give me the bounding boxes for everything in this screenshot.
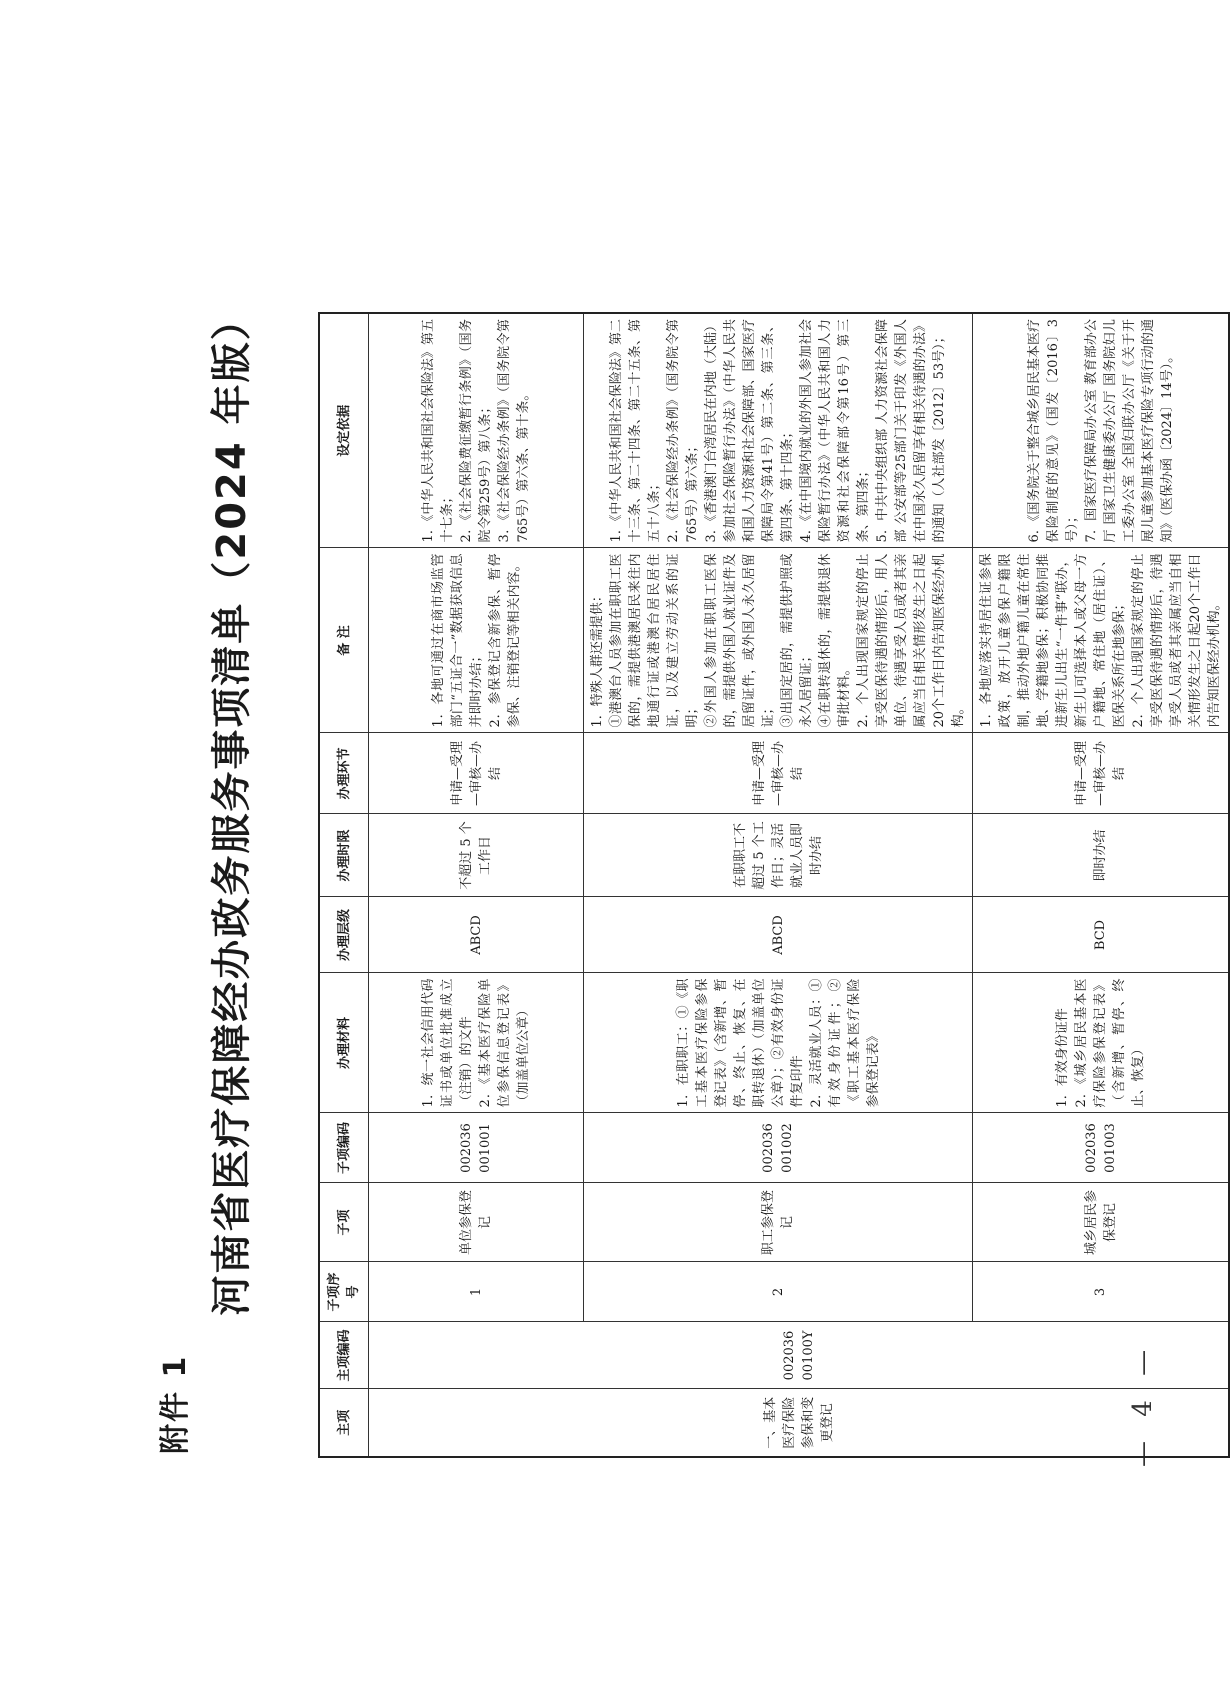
sub-seq-cell: 3 bbox=[973, 1262, 1230, 1322]
level-cell: BCD bbox=[973, 897, 1230, 973]
table-row bbox=[584, 313, 973, 1457]
header-main-item: 主项 bbox=[319, 1389, 369, 1457]
main-item-cell: 一、基本医疗保险参保和变更登记 bbox=[369, 1389, 1230, 1457]
steps-cell: 申请—受理—审核—办结 bbox=[369, 733, 584, 814]
level-cell: ABCD bbox=[369, 897, 584, 973]
sub-item-cell: 城乡居民参保登记 bbox=[973, 1183, 1230, 1262]
header-sub-seq: 子项序号 bbox=[319, 1262, 369, 1322]
notes-cell: 1．各地应落实持居住证参保政策，放开儿童参保户籍限制，推动外地户籍儿童在常住地、学籍地参保；积极协同推进新生儿出生“一件事”联办，新生儿可选择本人或父母一方户籍地、常住地（居住证）、医保关系所在地参保； 2．个人出现国家规定的停止享受医保待遇的情形后，待遇享受人员或者其亲属应当自相关情形发生之日起20个工作日内告知医保经办机构。 bbox=[973, 548, 1230, 733]
table-row bbox=[369, 313, 584, 1457]
notes-cell: 1．各地可通过在商市场监管部门“五证合一”数据获取信息并即时办结； 2．参保登记含新参保、暂停参保、注销登记等相关内容。 bbox=[369, 548, 584, 733]
header-materials: 办理材料 bbox=[319, 973, 369, 1113]
header-notes: 备 注 bbox=[319, 548, 369, 733]
header-level: 办理层级 bbox=[319, 897, 369, 973]
service-items-table bbox=[318, 312, 1230, 1458]
sub-code-cell: 002036 001002 bbox=[584, 1113, 973, 1183]
header-basis: 设定依据 bbox=[319, 313, 369, 548]
sub-code-cell: 002036 001001 bbox=[369, 1113, 584, 1183]
table-row bbox=[973, 313, 1230, 1457]
sub-seq-cell: 2 bbox=[584, 1262, 973, 1322]
main-code-cell: 002036 00100Y bbox=[369, 1322, 1230, 1389]
materials-cell: 1．在职职工：①《职工基本医疗保险参保登记表》（含新增、暂停、终止、恢复、在职转退休）（加盖单位公章）；②有效身份证件复印件 2．灵活就业人员：①有效身份证件；②《职工基本医疗保险参保登记表》 bbox=[584, 973, 973, 1113]
header-sub-code: 子项编码 bbox=[319, 1113, 369, 1183]
basis-cell: 1．《中华人民共和国社会保险法》第二十三条、第二十四条、第二十五条、第五十八条； 2．《社会保险经办条例》（国务院令第765号）第六条； 3．《香港澳门台湾居民在内地（大陆）参加社会保险暂行办法》（中华人民共和国人力资源和社会保障部、国家医疗保障局令第41号）第二条、第三条、第四条、第十四条； 4．《在中国境内就业的外国人参加社会保险暂行办法》（中华人民共和国人力资源和社会保障部令第16号）第三条、第四条； 5．中共中央组织部 人力资源社会保障部 公安部等25部门关于印发《外国人在中国永久居留享有相关待遇的办法》的通知（人社部发〔2012〕53号）； bbox=[584, 313, 973, 548]
document-title: 河南省医疗保障经办政务服务事项清单（2024 年版） bbox=[209, 298, 255, 1316]
sub-code-cell: 002036 001003 bbox=[973, 1113, 1230, 1183]
materials-cell: 1．有效身份证件 2．《城乡居民基本医疗保险参保登记表》（含新增、暂停、终止、恢复） bbox=[973, 973, 1230, 1113]
header-time-limit: 办理时限 bbox=[319, 814, 369, 897]
header-steps: 办理环节 bbox=[319, 733, 369, 814]
time-limit-cell: 即时办结 bbox=[973, 814, 1230, 897]
page-number: — 4 — bbox=[1128, 1341, 1158, 1467]
materials-cell: 1．统一社会信用代码证书或单位批准成立（注销）的文件 2．《基本医疗保险单位参保信息登记表》（加盖单位公章） bbox=[369, 973, 584, 1113]
header-main-code: 主项编码 bbox=[319, 1322, 369, 1389]
sub-seq-cell: 1 bbox=[369, 1262, 584, 1322]
notes-cell: 1．特殊人群还需提供： ①港澳台人员参加在职职工医保的，需提供港澳居民来往内地通行证或港澳台居民居住证，以及建立劳动关系的证明； ②外国人参加在职职工医保的，需提供外国人就业证件及居留证件，或外国人永久居留证； ③出国定居的，需提供护照或永久居留证； ④在职转退休的，需提供退休审批材料。 2．个人出现国家规定的停止享受医保待遇的情形后，用人单位、待遇享受人员或者其亲属应当自相关情形发生之日起20个工作日内告知医保经办机构。 bbox=[584, 548, 973, 733]
basis-cell: 6．《国务院关于整合城乡居民基本医疗保险制度的意见》（国发〔2016〕3号）； 7．国家医疗保障局办公室 教育部办公厅 国家卫生健康委办公厅 国务院妇儿工委办公室 全国妇联办公厅《关于开展儿童参加基本医疗保险专项行动的通知》（医保办函〔2024〕14号）。 bbox=[973, 313, 1230, 548]
steps-cell: 申请—受理—审核—办结 bbox=[584, 733, 973, 814]
basis-cell: 1．《中华人民共和国社会保险法》第五十七条； 2．《社会保险费征缴暂行条例》（国务院令第259号）第八条； 3．《社会保险经办条例》（国务院令第765号）第六条、第十条。 bbox=[369, 313, 584, 548]
table-header-row bbox=[319, 313, 369, 1457]
sub-item-cell: 职工参保登记 bbox=[584, 1183, 973, 1262]
header-sub-item: 子项 bbox=[319, 1183, 369, 1262]
time-limit-cell: 在职职工不超过 5 个工作日；灵活就业人员即时办结 bbox=[584, 814, 973, 897]
sub-item-cell: 单位参保登记 bbox=[369, 1183, 584, 1262]
level-cell: ABCD bbox=[584, 897, 973, 973]
time-limit-cell: 不超过 5 个工作日 bbox=[369, 814, 584, 897]
attachment-label: 附件 1 bbox=[158, 1354, 193, 1454]
steps-cell: 申请—受理—审核—办结 bbox=[973, 733, 1230, 814]
